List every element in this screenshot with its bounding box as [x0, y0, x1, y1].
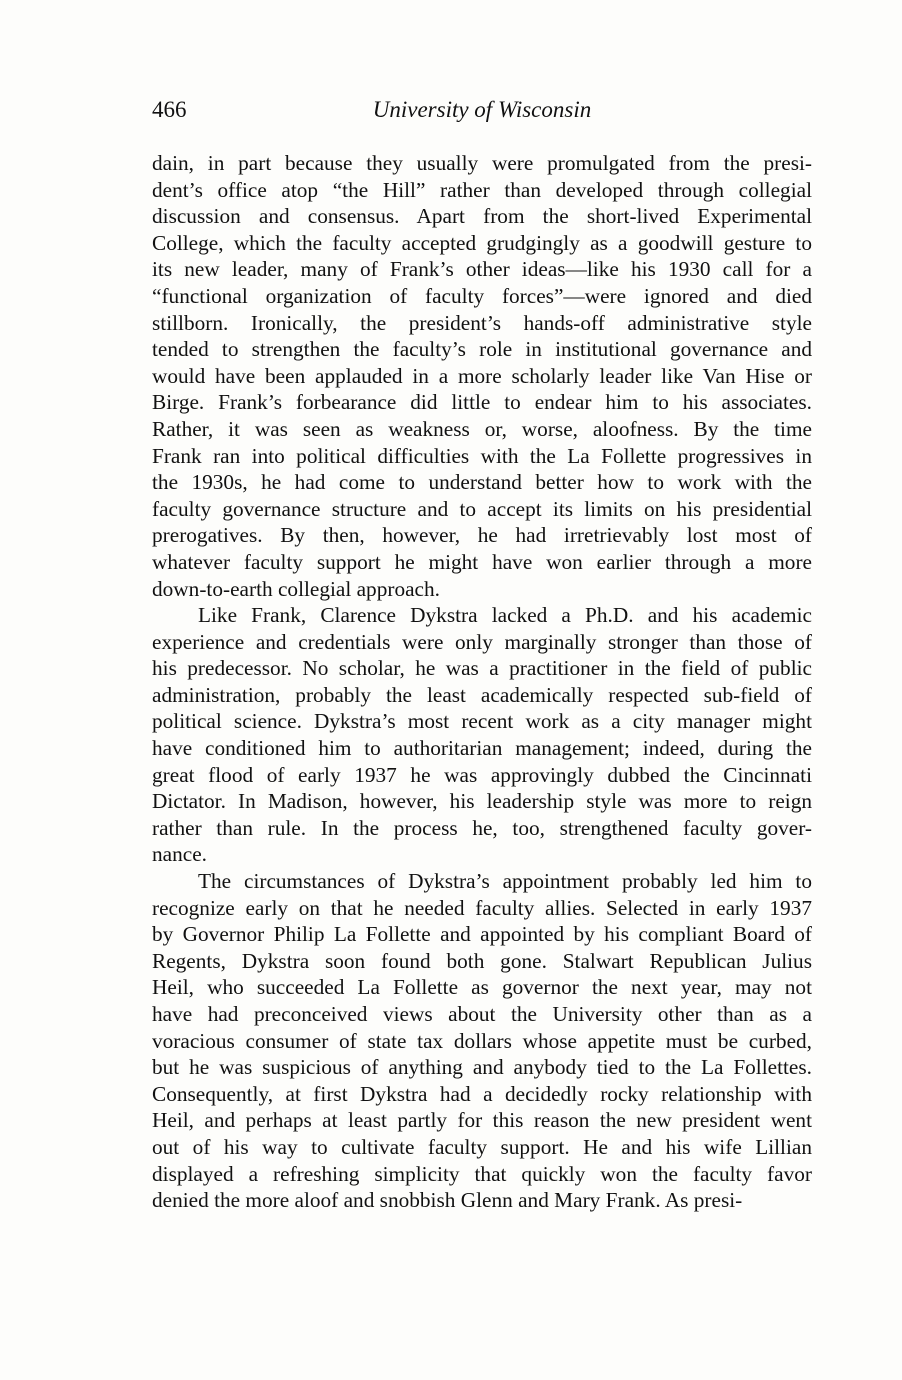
text-line: Heil, who succeeded La Follette as governor the next year, may not [152, 975, 812, 1000]
text-line: down-to-earth collegial approach. [152, 576, 440, 601]
text-line: out of his way to cultivate faculty support. He and his wife Lillian [152, 1134, 812, 1159]
text-line: prerogatives. By then, however, he had irretrievably lost most of [152, 523, 812, 548]
text-line: Heil, and perhaps at least partly for this reason the new president went [152, 1108, 812, 1133]
text-line: dent’s office atop “the Hill” rather than developed through collegial [152, 177, 812, 202]
text-line: Like Frank, Clarence Dykstra lacked a Ph.D. and his academic [198, 603, 812, 628]
page-header [152, 95, 812, 125]
text-line: nance. [152, 842, 207, 867]
text-line: Consequently, at first Dykstra had a decidedly rocky relationship with [152, 1081, 812, 1106]
text-line: whatever faculty support he might have won earlier through a more [152, 549, 812, 574]
text-line: The circumstances of Dykstra’s appointment probably led him to [198, 869, 812, 894]
text-line: rather than rule. In the process he, too, strengthened faculty gover- [152, 815, 812, 840]
text-line: have had preconceived views about the University other than as a [152, 1002, 812, 1026]
text-line: by Governor Philip La Follette and appointed by his compliant Board of [152, 922, 812, 947]
paragraph [152, 150, 812, 602]
text-line: College, which the faculty accepted grudgingly as a goodwill gesture to [152, 230, 812, 255]
text-line: Regents, Dykstra soon found both gone. Stalwart Republican Julius [152, 948, 812, 973]
paragraph [152, 602, 812, 868]
text-line: Frank ran into political difficulties with the La Follette progressives in [152, 443, 812, 468]
text-line: the 1930s, he had come to understand better how to work with the [152, 470, 812, 495]
text-line: dain, in part because they usually were promulgated from the presi- [152, 151, 812, 175]
text-line: his predecessor. No scholar, he was a practitioner in the field of public [152, 656, 812, 681]
text-line: discussion and consensus. Apart from the short-lived Experimental [152, 204, 812, 229]
text-line: great flood of early 1937 he was approvingly dubbed the Cincinnati [152, 762, 812, 787]
text-line: political science. Dykstra’s most recent work as a city manager might [152, 709, 812, 734]
text-line: recognize early on that he needed faculty allies. Selected in early 1937 [152, 895, 812, 920]
text-line: displayed a refreshing simplicity that quickly won the faculty favor [152, 1161, 812, 1186]
text-line: Birge. Frank’s forbearance did little to endear him to his associates. [152, 390, 812, 415]
paragraph [152, 868, 812, 1214]
text-line: administration, probably the least academically respected sub-field of [152, 682, 812, 707]
text-line: its new leader, many of Frank’s other ideas—like his 1930 call for a [152, 257, 812, 282]
body-text [152, 150, 812, 1214]
text-line: stillborn. Ironically, the president’s hands-off administrative style [152, 310, 812, 335]
text-line: but he was suspicious of anything and anybody tied to the La Follettes. [152, 1055, 812, 1080]
text-line: “functional organization of faculty forces”—were ignored and died [152, 283, 812, 308]
text-line: denied the more aloof and snobbish Glenn and Mary Frank. As presi- [152, 1188, 743, 1213]
page-number: 466 [152, 97, 187, 122]
text-line: tended to strengthen the faculty’s role in institutional governance and [152, 337, 812, 362]
text-line: voracious consumer of state tax dollars whose appetite must be curbed, [152, 1028, 812, 1053]
text-line: Rather, it was seen as weakness or, worse, aloofness. By the time [152, 416, 812, 441]
text-line: would have been applauded in a more scholarly leader like Van Hise or [152, 363, 812, 388]
running-title: University of Wisconsin [372, 97, 592, 122]
text-line: experience and credentials were only marginally stronger than those of [152, 629, 812, 654]
text-line: faculty governance structure and to accept its limits on his presidential [152, 496, 812, 521]
text-line: have conditioned him to authoritarian management; indeed, during the [152, 736, 812, 761]
text-line: Dictator. In Madison, however, his leadership style was more to reign [152, 789, 812, 814]
